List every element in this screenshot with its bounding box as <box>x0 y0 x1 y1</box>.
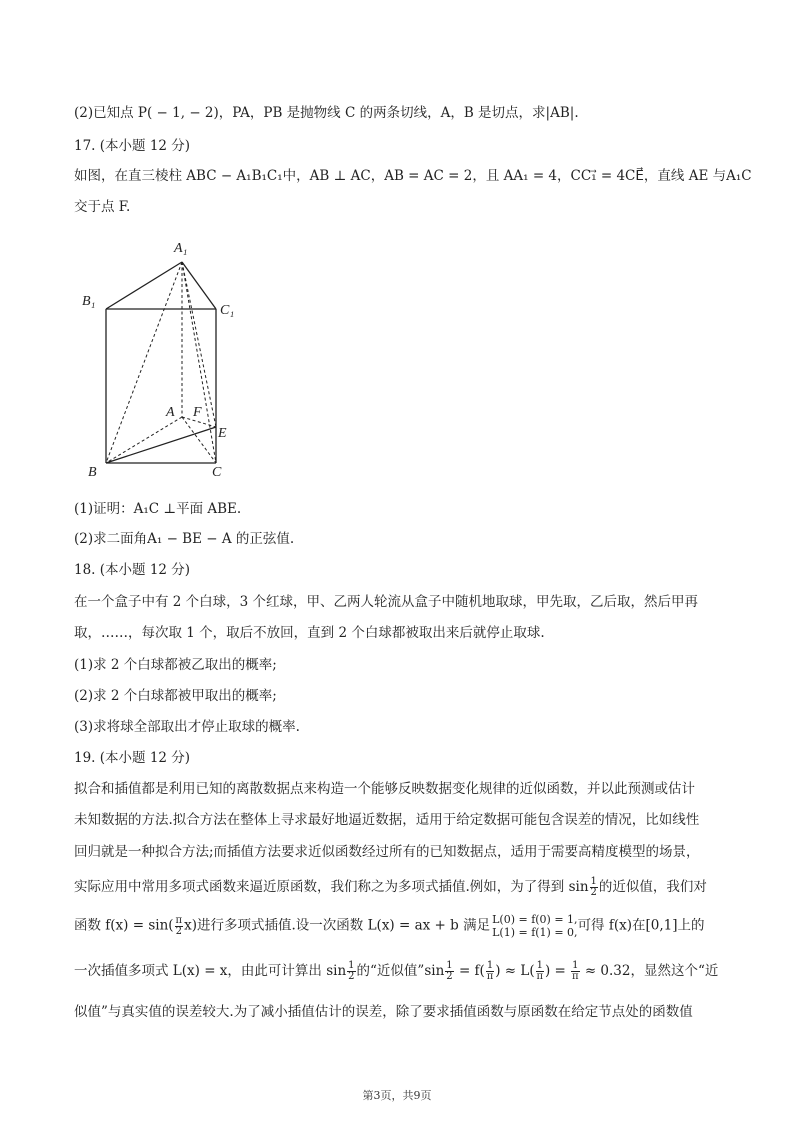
label-f: F <box>193 405 202 420</box>
label-b: B <box>88 465 97 480</box>
label-a1: A₁ <box>174 241 188 256</box>
label-c1: C₁ <box>220 303 235 318</box>
q18-header: 18. (本小题 12 分) <box>74 562 191 578</box>
edge-b-e <box>106 427 216 463</box>
q18-line1: 在一个盒子中有 2 个白球，3 个红球，甲、乙两人轮流从盒子中随机地取球，甲先取，乙后取，然后甲再 <box>74 594 699 610</box>
page-footer: 第3页，共9页 <box>362 1089 432 1102</box>
frac-one-half: $\frac{1}{2}$ <box>590 876 597 898</box>
edge-a1-b1 <box>106 262 182 309</box>
q19-line6: 一次插值多项式 L(x) = x，由此可计算出 sin $\frac{1}{2}$ 的“近似值”sin $\frac{1}{2}$ = f( $\frac{1}{\pi}$ ) ≈ L( $\frac{1}{\pi}$ ) = $\frac{1}{\pi}$ ≈ 0.32，显然这个“近 <box>74 960 719 982</box>
q17-line2: 交于点 F. <box>74 199 131 215</box>
frac-pi-half: $\frac{\pi}{2}$ <box>175 914 183 937</box>
label-b1: B₁ <box>82 294 96 309</box>
equation-system: L(0) = f(0) = 1, L(1) = f(1) = 0, <box>492 913 578 939</box>
edge-a1-e <box>182 262 216 427</box>
q17-part1: (1)证明：A₁C ⊥平面 ABE. <box>74 501 242 517</box>
edge-a-b <box>106 417 182 463</box>
q19-line5: 函数 f(x) = sin( $\frac{\pi}{2}$ x)进行多项式插值.设一次函数 L(x) = ax + b 满足 L(0) = f(0) = 1, L(1) = f(1) = 0, 可得 f(x)在[0,1]上的 <box>74 913 705 939</box>
q19-line4: 实际应用中常用多项式函数来逼近原函数，我们称之为多项式插值.例如，为了得到 sin $\frac{1}{2}$ 的近似值，我们对 <box>74 876 707 898</box>
q17-part2: (2)求二面角A₁ − BE − A 的正弦值. <box>74 531 295 547</box>
label-c: C <box>212 465 222 480</box>
q18-line2: 取，……，每次取 1 个，取后不放回，直到 2 个白球都被取出来后就停止取球. <box>74 625 545 641</box>
prism-figure <box>80 232 250 480</box>
q19-line2: 未知数据的方法.拟合方法在整体上寻求最好地逼近数据，适用于给定数据可能包含误差的情况，比如线性 <box>74 812 700 828</box>
edge-a-c <box>182 417 216 463</box>
q18-part1: (1)求 2 个白球都被乙取出的概率; <box>74 657 277 673</box>
q19-header: 19. (本小题 12 分) <box>74 750 191 766</box>
q16-part2: (2)已知点 P( − 1, − 2)，PA，PB 是抛物线 C 的两条切线，A，B 是切点，求|AB|. <box>74 105 579 121</box>
q18-part3: (3)求将球全部取出才停止取球的概率. <box>74 719 300 735</box>
q19-line1: 拟合和插值都是利用已知的离散数据点来构造一个能够反映数据变化规律的近似函数，并以此预测或估计 <box>74 781 695 797</box>
q19-line3: 回归就是一种拟合方法;而插值方法要求近似函数经过所有的已知数据点，适用于需要高精度模型的场景， <box>74 844 700 860</box>
q18-part2: (2)求 2 个白球都被甲取出的概率; <box>74 688 277 704</box>
q19-line7: 似值”与真实值的误差较大.为了减小插值估计的误差，除了要求插值函数与原函数在给定节点处的函数值 <box>74 1004 693 1020</box>
q17-line1: 如图，在直三棱柱 ABC − A₁B₁C₁中，AB ⊥ AC，AB = AC = 2，且 AA₁ = 4，CC₁⃗ = 4CE⃗，直线 AE 与A₁C <box>74 168 752 184</box>
label-e: E <box>218 426 227 441</box>
edge-a1-b <box>106 262 182 463</box>
label-a: A <box>166 405 175 420</box>
q17-header: 17. (本小题 12 分) <box>74 138 191 154</box>
